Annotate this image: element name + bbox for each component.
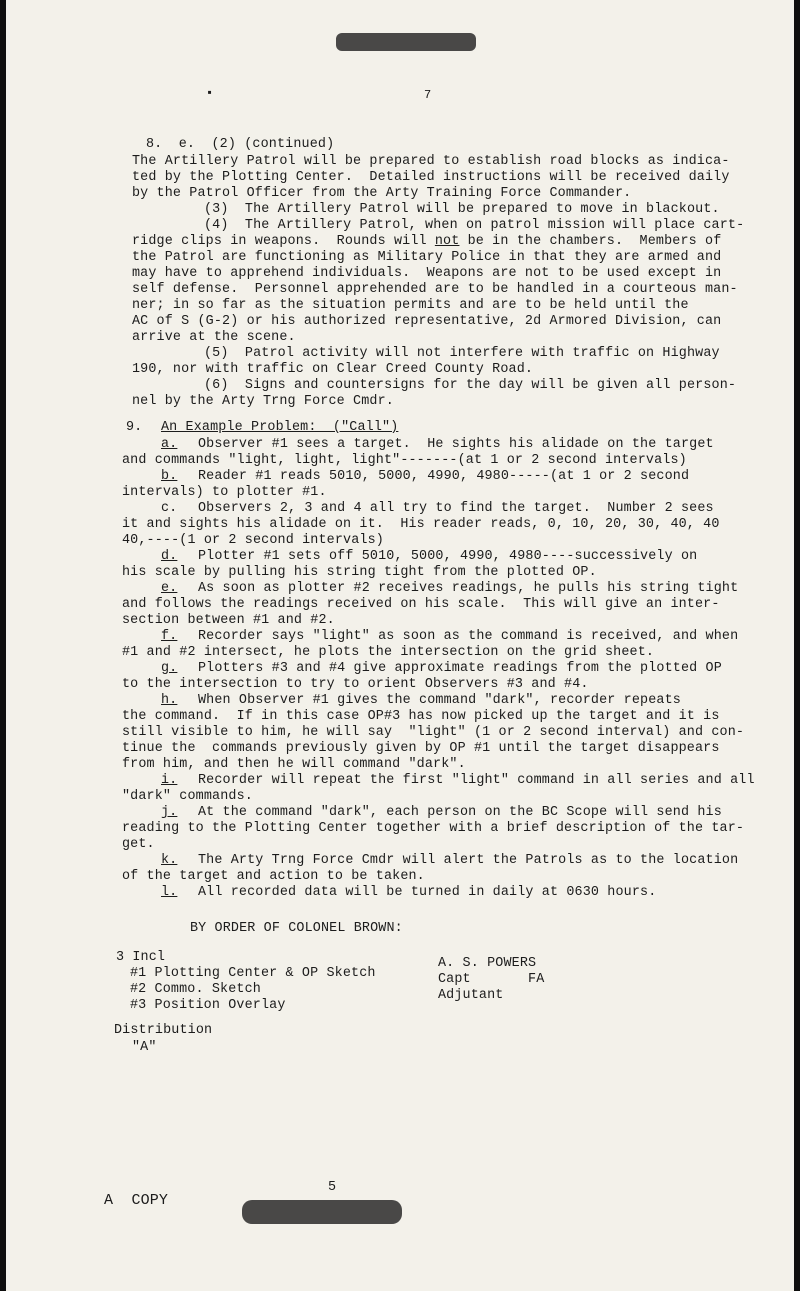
sec9-line: it and sights his alidade on it. His reader reads, 0, 10, 20, 30, 40, 40 bbox=[122, 517, 720, 532]
sec9-line: Plotter #1 sets off 5010, 5000, 4990, 4980----successively on bbox=[198, 549, 698, 564]
sec9-line: from him, and then he will command "dark". bbox=[122, 757, 466, 772]
distribution-value: "A" bbox=[132, 1040, 157, 1055]
sec8-line: The Artillery Patrol will be prepared to establish road blocks as indica- bbox=[132, 154, 730, 169]
sec9-line: Recorder will repeat the first "light" command in all series and all bbox=[198, 773, 755, 788]
sec9-line: tinue the commands previously given by OP #1 until the target disappears bbox=[122, 741, 720, 756]
sec9-line: get. bbox=[122, 837, 155, 852]
stray-dot: ▪ bbox=[206, 86, 214, 100]
copy-stamp: A COPY bbox=[104, 1192, 169, 1209]
para-label: a. bbox=[161, 437, 178, 452]
sec9-line: When Observer #1 gives the command "dark", recorder repeats bbox=[198, 693, 681, 708]
sec9-line: to the intersection to try to orient Observers #3 and #4. bbox=[122, 677, 589, 692]
incl-head: 3 Incl bbox=[116, 950, 166, 965]
sec8-line: ner; in so far as the situation permits and are to be held until the bbox=[132, 298, 689, 313]
sec9-line: "dark" commands. bbox=[122, 789, 253, 804]
distribution-head: Distribution bbox=[114, 1023, 213, 1038]
sec9-number: 9. bbox=[126, 420, 143, 435]
sec9-line: The Arty Trng Force Cmdr will alert the Patrols as to the location bbox=[198, 853, 739, 868]
page-number: 5 bbox=[328, 1180, 337, 1195]
signature-title: Adjutant bbox=[438, 988, 504, 1003]
sec9-line: and commands "light, light, light"-------(at 1 or 2 second intervals) bbox=[122, 453, 687, 468]
redaction-smudge-bottom bbox=[242, 1200, 402, 1224]
sec8-line: (4) The Artillery Patrol, when on patrol mission will place cart- bbox=[204, 218, 745, 233]
sec9-line: Observer #1 sees a target. He sights his alidade on the target bbox=[198, 437, 714, 452]
scan-edge-right bbox=[794, 0, 800, 1291]
document-page bbox=[6, 0, 794, 1291]
sec9-line: Recorder says "light" as soon as the command is received, and when bbox=[198, 629, 739, 644]
sec8-line: 8. e. (2) (continued) bbox=[146, 137, 335, 152]
sec8-line: self defense. Personnel apprehended are to be handled in a courteous man- bbox=[132, 282, 738, 297]
para-label: i. bbox=[161, 773, 178, 788]
para-label: h. bbox=[161, 693, 178, 708]
sec8-line: (5) Patrol activity will not interfere with traffic on Highway bbox=[204, 346, 720, 361]
sec8-line: nel by the Arty Trng Force Cmdr. bbox=[132, 394, 394, 409]
para-label: d. bbox=[161, 549, 178, 564]
sec9-line: still visible to him, he will say "light" (1 or 2 second interval) and con- bbox=[122, 725, 745, 740]
sec9-line: of the target and action to be taken. bbox=[122, 869, 425, 884]
sec9-line: his scale by pulling his string tight from the plotted OP. bbox=[122, 565, 597, 580]
sec8-line: 190, nor with traffic on Clear Creed County Road. bbox=[132, 362, 534, 377]
sec8-line: (3) The Artillery Patrol will be prepared to move in blackout. bbox=[204, 202, 720, 217]
sec9-line: intervals) to plotter #1. bbox=[122, 485, 327, 500]
text-run: be in the chambers. Members of bbox=[459, 234, 722, 249]
para-label: j. bbox=[161, 805, 178, 820]
para-label: b. bbox=[161, 469, 178, 484]
sec8-line: ted by the Plotting Center. Detailed instructions will be received daily bbox=[132, 170, 730, 185]
para-label: k. bbox=[161, 853, 178, 868]
para-label: e. bbox=[161, 581, 178, 596]
text-run: ridge clips in weapons. Rounds will bbox=[132, 234, 435, 249]
sec9-line: Reader #1 reads 5010, 5000, 4990, 4980-----(at 1 or 2 second bbox=[198, 469, 690, 484]
signature-rank: Capt FA bbox=[438, 972, 545, 987]
sec8-line: may have to apprehend individuals. Weapons are not to be used except in bbox=[132, 266, 722, 281]
sec9-line: All recorded data will be turned in daily at 0630 hours. bbox=[198, 885, 657, 900]
sec9-line: 40,----(1 or 2 second intervals) bbox=[122, 533, 384, 548]
sec8-line: (6) Signs and countersigns for the day will be given all person- bbox=[204, 378, 737, 393]
para-label: g. bbox=[161, 661, 178, 676]
sec8-line: the Patrol are functioning as Military Police in that they are armed and bbox=[132, 250, 722, 265]
incl-item: #1 Plotting Center & OP Sketch bbox=[130, 966, 376, 981]
redaction-smudge-top bbox=[336, 33, 476, 51]
sec9-line: the command. If in this case OP#3 has now picked up the target and it is bbox=[122, 709, 720, 724]
sec9-line: section between #1 and #2. bbox=[122, 613, 335, 628]
underlined-word: not bbox=[434, 234, 460, 249]
signature-name: A. S. POWERS bbox=[438, 956, 537, 971]
sec9-line: As soon as plotter #2 receives readings, he pulls his string tight bbox=[198, 581, 739, 596]
incl-item: #2 Commo. Sketch bbox=[130, 982, 261, 997]
sec8-line bbox=[132, 234, 721, 249]
para-label: l. bbox=[161, 885, 178, 900]
sec9-line: Observers 2, 3 and 4 all try to find the target. Number 2 sees bbox=[198, 501, 714, 516]
sec9-line: reading to the Plotting Center together with a brief description of the tar- bbox=[122, 821, 745, 836]
sec9-line: #1 and #2 intersect, he plots the intersection on the grid sheet. bbox=[122, 645, 655, 660]
order-line: BY ORDER OF COLONEL BROWN: bbox=[190, 921, 403, 936]
incl-item: #3 Position Overlay bbox=[130, 998, 286, 1013]
para-label: f. bbox=[161, 629, 178, 644]
sec9-title: An Example Problem: ("Call") bbox=[161, 420, 399, 435]
header-mark: 7 bbox=[424, 88, 432, 102]
sec8-line: by the Patrol Officer from the Arty Training Force Commander. bbox=[132, 186, 632, 201]
sec9-line: Plotters #3 and #4 give approximate readings from the plotted OP bbox=[198, 661, 722, 676]
para-label: c. bbox=[161, 501, 178, 516]
sec8-line: arrive at the scene. bbox=[132, 330, 296, 345]
sec9-line: At the command "dark", each person on the BC Scope will send his bbox=[198, 805, 722, 820]
sec9-line: and follows the readings received on his scale. This will give an inter- bbox=[122, 597, 720, 612]
sec8-line: AC of S (G-2) or his authorized representative, 2d Armored Division, can bbox=[132, 314, 722, 329]
